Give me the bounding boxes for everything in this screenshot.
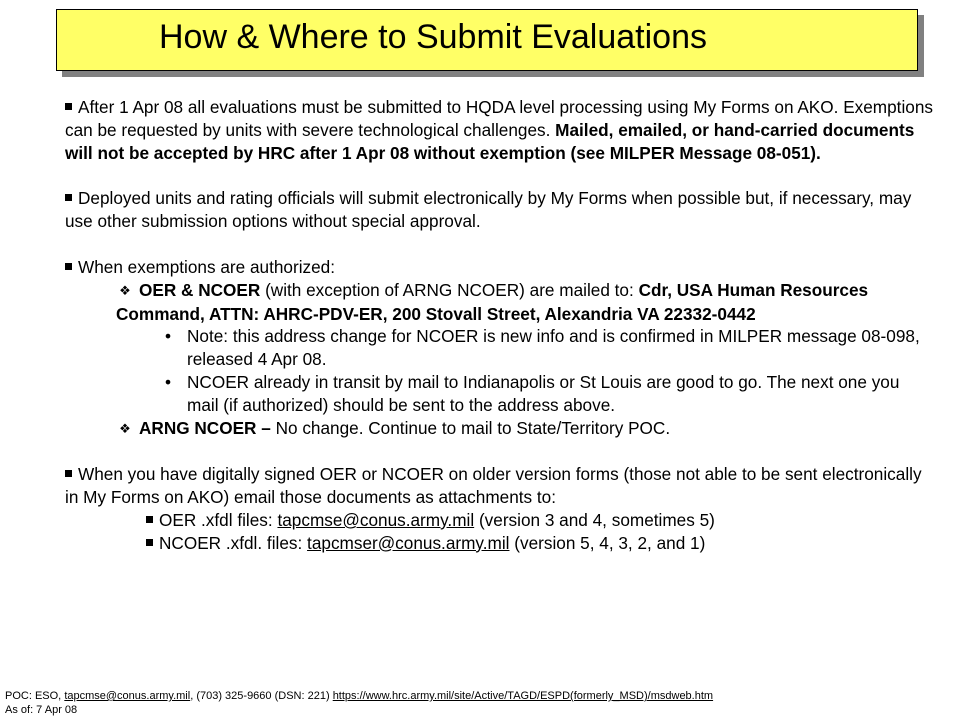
footer-poc-email-link[interactable]: tapcmse@conus.army.mil — [64, 690, 191, 702]
oer-email-suffix: (version 3 and 4, sometimes 5) — [478, 509, 715, 530]
email-item-oer — [146, 509, 935, 532]
square-bullet-icon — [146, 539, 153, 546]
bullet4-lead: When you have digitally signed OER or NCOER on older version forms (those not able to be sent electronically in My Forms on AKO) email those documents as attachments to: — [65, 464, 922, 508]
sub-sub-bullet-note — [165, 325, 935, 371]
footer-as-of: As of: 7 Apr 08 — [5, 704, 78, 716]
ncoer-email-prefix: NCOER .xfdl. files: — [159, 532, 303, 553]
sub-bullet-arng — [116, 417, 935, 441]
diamond-bullet-icon: ❖ — [119, 420, 131, 436]
footer-phone: , (703) 325-9660 (DSN: 221) — [190, 690, 330, 702]
diamond-bullet-icon: ❖ — [119, 282, 131, 298]
oer-bold-lead: OER & NCOER — [139, 279, 261, 300]
bullet-item — [65, 96, 935, 164]
square-bullet-icon — [146, 516, 153, 523]
transit-text: NCOER already in transit by mail to Indianapolis or St Louis are good to go. The next one you mail (if authorized) should be sent to the address above. — [187, 371, 900, 415]
square-bullet-icon — [65, 194, 72, 201]
footer-poc-prefix: POC: ESO, — [5, 690, 62, 702]
slide-body — [65, 96, 935, 555]
mailing-address: Cdr, USA Human Resources Command, ATTN: AHRC-PDV-ER, 200 Stovall Street, Alexandria VA 22332-0442 — [116, 279, 869, 324]
footer-url-link[interactable]: https://www.hrc.army.mil/site/Active/TAGD/ESPD(formerly_MSD)/msdweb.htm — [332, 690, 714, 702]
oer-email-link[interactable]: tapcmse@conus.army.mil — [277, 509, 475, 530]
bullet-item — [65, 463, 935, 509]
arng-text: No change. Continue to mail to State/Territory POC. — [275, 417, 671, 438]
bullet1-text: After 1 Apr 08 all evaluations must be submitted to HQDA level processing using My Forms on AKO. Exemptions can be requested by units with severe technological challenges. — [65, 97, 933, 140]
bullet-item — [65, 187, 935, 233]
bullet3-lead: When exemptions are authorized: — [78, 256, 335, 277]
title-banner — [56, 9, 918, 71]
square-bullet-icon — [65, 263, 72, 270]
square-bullet-icon — [65, 470, 72, 477]
arng-bold-lead: ARNG NCOER – — [139, 417, 271, 438]
sub-bullet-oer-ncoer — [116, 279, 935, 326]
footer-poc-line — [5, 689, 713, 703]
bullet1-bold-text: Mailed, emailed, or hand-carried documents will not be accepted by HRC after 1 Apr 08 without exemption (see MILPER Message 08-051). — [65, 119, 915, 163]
dot-bullet-icon: • — [165, 326, 172, 347]
ncoer-email-suffix: (version 5, 4, 3, 2, and 1) — [514, 532, 706, 553]
oer-mid-text: (with exception of ARNG NCOER) are mailed to: — [265, 279, 634, 300]
bullet2-text: Deployed units and rating officials will submit electronically by My Forms when possible but, if necessary, may use other submission options without special approval. — [65, 188, 912, 232]
email-item-ncoer — [146, 532, 935, 555]
oer-email-prefix: OER .xfdl files: — [159, 509, 273, 530]
footer — [5, 689, 713, 717]
dot-bullet-icon: • — [165, 371, 172, 392]
square-bullet-icon — [65, 103, 72, 110]
sub-sub-bullet-transit — [165, 371, 935, 417]
page-title: How & Where to Submit Evaluations — [158, 18, 708, 56]
note-text: Note: this address change for NCOER is new info and is confirmed in MILPER message 08-098, released 4 Apr 08. — [187, 326, 920, 370]
bullet-item — [65, 256, 935, 279]
ncoer-email-link[interactable]: tapcmser@conus.army.mil — [307, 532, 510, 553]
